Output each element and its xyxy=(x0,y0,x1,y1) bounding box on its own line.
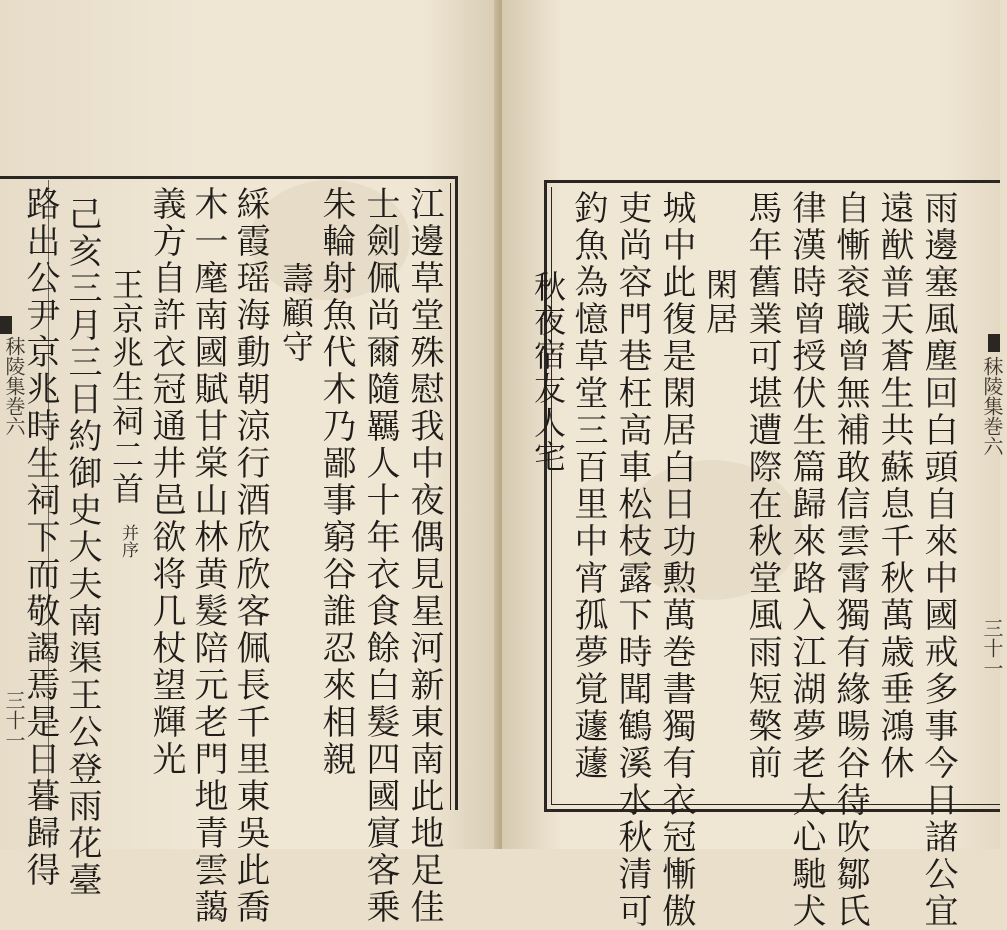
poem-title-1: 壽顧守 xyxy=(277,262,315,364)
poem-title-2: 王京兆生祠二首 xyxy=(107,268,145,506)
margin-title: 秣陵集巻六 xyxy=(980,356,1004,456)
margin-title: 秣陵集巻六 xyxy=(2,336,26,436)
fishtail-mark xyxy=(0,316,12,334)
text-column-1: 江邊草堂殊慰我中夜偶見星河新東南此地足佳 xyxy=(404,186,444,926)
margin-folio: 三十一 xyxy=(2,690,26,750)
text-column-2: 遠猷普天蒼生共蘇息千秋萬歳垂鴻休 xyxy=(874,190,914,782)
left-page xyxy=(0,0,498,926)
fishtail-mark xyxy=(988,334,1000,352)
text-column-5: 綵霞瑶海動朝涼行酒欣欣客佩長千里東吳此喬 xyxy=(230,186,270,926)
text-column-1: 雨邊塞風塵回白頭自來中國戒多事今日諸公宜 xyxy=(918,190,958,930)
text-column-3: 朱輪射魚代木乃鄙事窮谷誰忍來相親 xyxy=(316,186,356,778)
text-column-8: 吏尚容門巷枉高車松枝露下時聞鶴溪水秋清可 xyxy=(612,190,652,930)
text-column-10: 路出公尹京兆時生祠下而敬謁焉是日暮歸得 xyxy=(20,186,60,889)
poem-title-2: 秋夜宿友人宅 xyxy=(529,270,567,474)
text-column-9: 己亥三月三日約御史大夫南渠王公登雨花臺 xyxy=(62,196,102,899)
text-column-3: 自慚衮職曾無補敢信雲霄獨有緣暘谷待吹鄒氏 xyxy=(830,190,870,930)
text-column-4: 律漢時曾授伏生篇歸來路入江湖夢老大心馳犬 xyxy=(786,190,826,930)
text-column-2: 士劍佩尚爾隨羈人十年衣食餘白髮四國賔客乗 xyxy=(360,186,400,926)
title-note: 并序 xyxy=(118,524,138,558)
text-column-7: 城中此復是閑居白日功勲萬巻書獨有衣冠慚傲 xyxy=(656,190,696,930)
text-column-9: 釣魚為憶草堂三百里中宵孤夢覚蘧蘧 xyxy=(568,190,608,782)
text-column-6: 木一麾南國賦甘棠山林黄髮陪元老門地青雲藹 xyxy=(188,186,228,926)
poem-title-1: 閑居 xyxy=(701,268,739,336)
text-column-5: 馬年舊業可堪遭際在秋堂風雨短檠前 xyxy=(742,190,782,782)
text-column-7: 義方自許衣冠通井邑欲将几杖望輝光 xyxy=(146,186,186,778)
margin-folio: 三十一 xyxy=(980,618,1004,678)
